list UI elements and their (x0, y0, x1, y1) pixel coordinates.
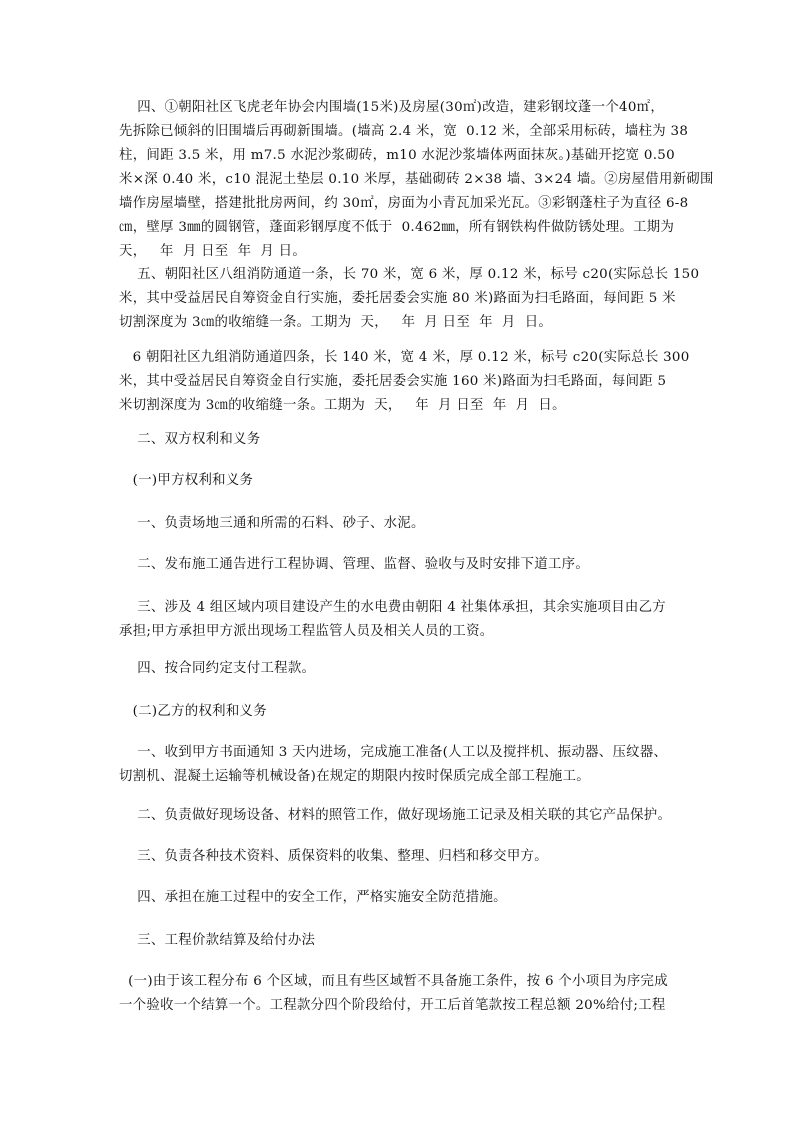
text-line: 墙作房屋墙壁，搭建批批房两间，约 30㎡，房面为小青瓦加采光瓦。③彩钢蓬柱子为直径 6-8 (119, 196, 689, 211)
paragraph-party-b-4 (119, 886, 679, 910)
paragraph-party-b-2 (119, 804, 679, 828)
paragraph-section-6-fire-lanes (119, 346, 690, 418)
paragraph-party-a-1 (119, 512, 679, 536)
text-line: 二、负责做好现场设备、材料的照管工作，做好现场施工记录及相关联的其它产品保护。 (119, 808, 672, 823)
paragraph-party-b-1 (119, 741, 679, 789)
text-line: 一、负责场地三通和所需的石料、砂子、水泥。 (119, 516, 425, 531)
text-line: 米×深 0.40 米，c10 混泥土垫层 0.10 米厚，基础砌砖 2×38 墙、3×24 墙。②房屋借用新砌围 (119, 172, 714, 187)
paragraph-party-a-4 (119, 657, 679, 681)
text-line: ㎝，壁厚 3㎜的圆钢管，蓬面彩钢厚度不低于 0.462㎜，所有钢铁构件做防锈处理。工期为 (119, 220, 675, 235)
paragraph-party-a-3 (119, 596, 679, 644)
section-heading: 二、双方权利和义务 (119, 432, 261, 447)
heading-rights-obligations (119, 428, 679, 452)
text-line: 四、①朝阳社区飞虎老年协会内围墙(15米)及房屋(30㎡)改造，建彩钢坟蓬一个40㎡， (119, 100, 665, 115)
text-line: 切割机、混凝土运输等机械设备)在规定的期限内按时保质完成全部工程施工。 (119, 769, 591, 784)
text-line: 四、承担在施工过程中的安全工作，严格实施安全防范措施。 (119, 890, 507, 905)
paragraph-section-5-fire-lane (119, 263, 700, 335)
text-line: 米切割深度为 3㎝的收缩缝一条。工期为 天， 年 月 日至 年 月 日。 (119, 398, 566, 413)
text-line: 米，其中受益居民自筹资金自行实施，委托居委会实施 160 米)路面为扫毛路面，每间距 5 (119, 374, 667, 389)
text-line: 一、收到甲方书面通知 3 天内进场，完成施工准备(人工以及搅拌机、振动器、压纹器、 (119, 745, 668, 760)
text-line: 三、负责各种技术资料、质保资料的收集、整理、归档和移交甲方。 (119, 849, 548, 864)
section-heading: (一)甲方权利和义务 (119, 473, 254, 488)
text-line: 四、按合同约定支付工程款。 (119, 661, 316, 676)
text-line: 米，其中受益居民自筹资金自行实施，委托居委会实施 80 米)路面为扫毛路面，每间距 5 米 (119, 291, 676, 306)
text-line: 三、涉及 4 组区域内项目建设产生的水电费由朝阳 4 社集体承担，其余实施项目由乙方 (119, 600, 666, 615)
text-line: (一)由于该工程分布 6 个区域，而且有些区域暂不具备施工条件，按 6 个小项目为序完成 (119, 974, 668, 989)
text-line: 6 朝阳社区九组消防通道四条，长 140 米，宽 4 米，厚 0.12 米，标号 c20(实际总长 300 (119, 350, 690, 365)
heading-party-a (119, 469, 679, 493)
text-line: 五、朝阳社区八组消防通道一条，长 70 米，宽 6 米，厚 0.12 米，标号 c20(实际总长 150 (119, 267, 700, 282)
text-line: 一个验收一个结算一个。工程款分四个阶段给付，开工后首笔款按工程总额 20%给付;工程 (119, 998, 666, 1013)
text-line: 柱，间距 3.5 米，用 m7.5 水泥沙浆砌砖，m10 水泥沙浆墙体两面抹灰。)基础开挖宽 0.50 (119, 148, 675, 163)
heading-payment (119, 929, 679, 953)
text-line: 切割深度为 3㎝的收缩缝一条。工期为 天， 年 月 日至 年 月 日。 (119, 315, 553, 330)
heading-party-b (119, 700, 679, 724)
paragraph-section-4-renovation (119, 96, 714, 264)
text-line: 二、发布施工通告进行工程协调、管理、监督、验收与及时安排下道工序。 (119, 557, 590, 572)
text-line: 承担;甲方承担甲方派出现场工程监管人员及相关人员的工资。 (119, 624, 494, 639)
section-heading: 三、工程价款结算及给付办法 (119, 933, 316, 948)
paragraph-party-a-2 (119, 553, 679, 577)
text-line: 先拆除已倾斜的旧围墙后再砌新围墙。(墙高 2.4 米，宽 0.12 米，全部采用标砖，墙柱为 38 (119, 124, 689, 139)
paragraph-payment-1 (119, 970, 679, 1018)
section-heading: (二)乙方的权利和义务 (119, 704, 267, 719)
text-line: 天， 年 月 日至 年 月 日。 (119, 244, 307, 259)
paragraph-party-b-3 (119, 845, 679, 869)
